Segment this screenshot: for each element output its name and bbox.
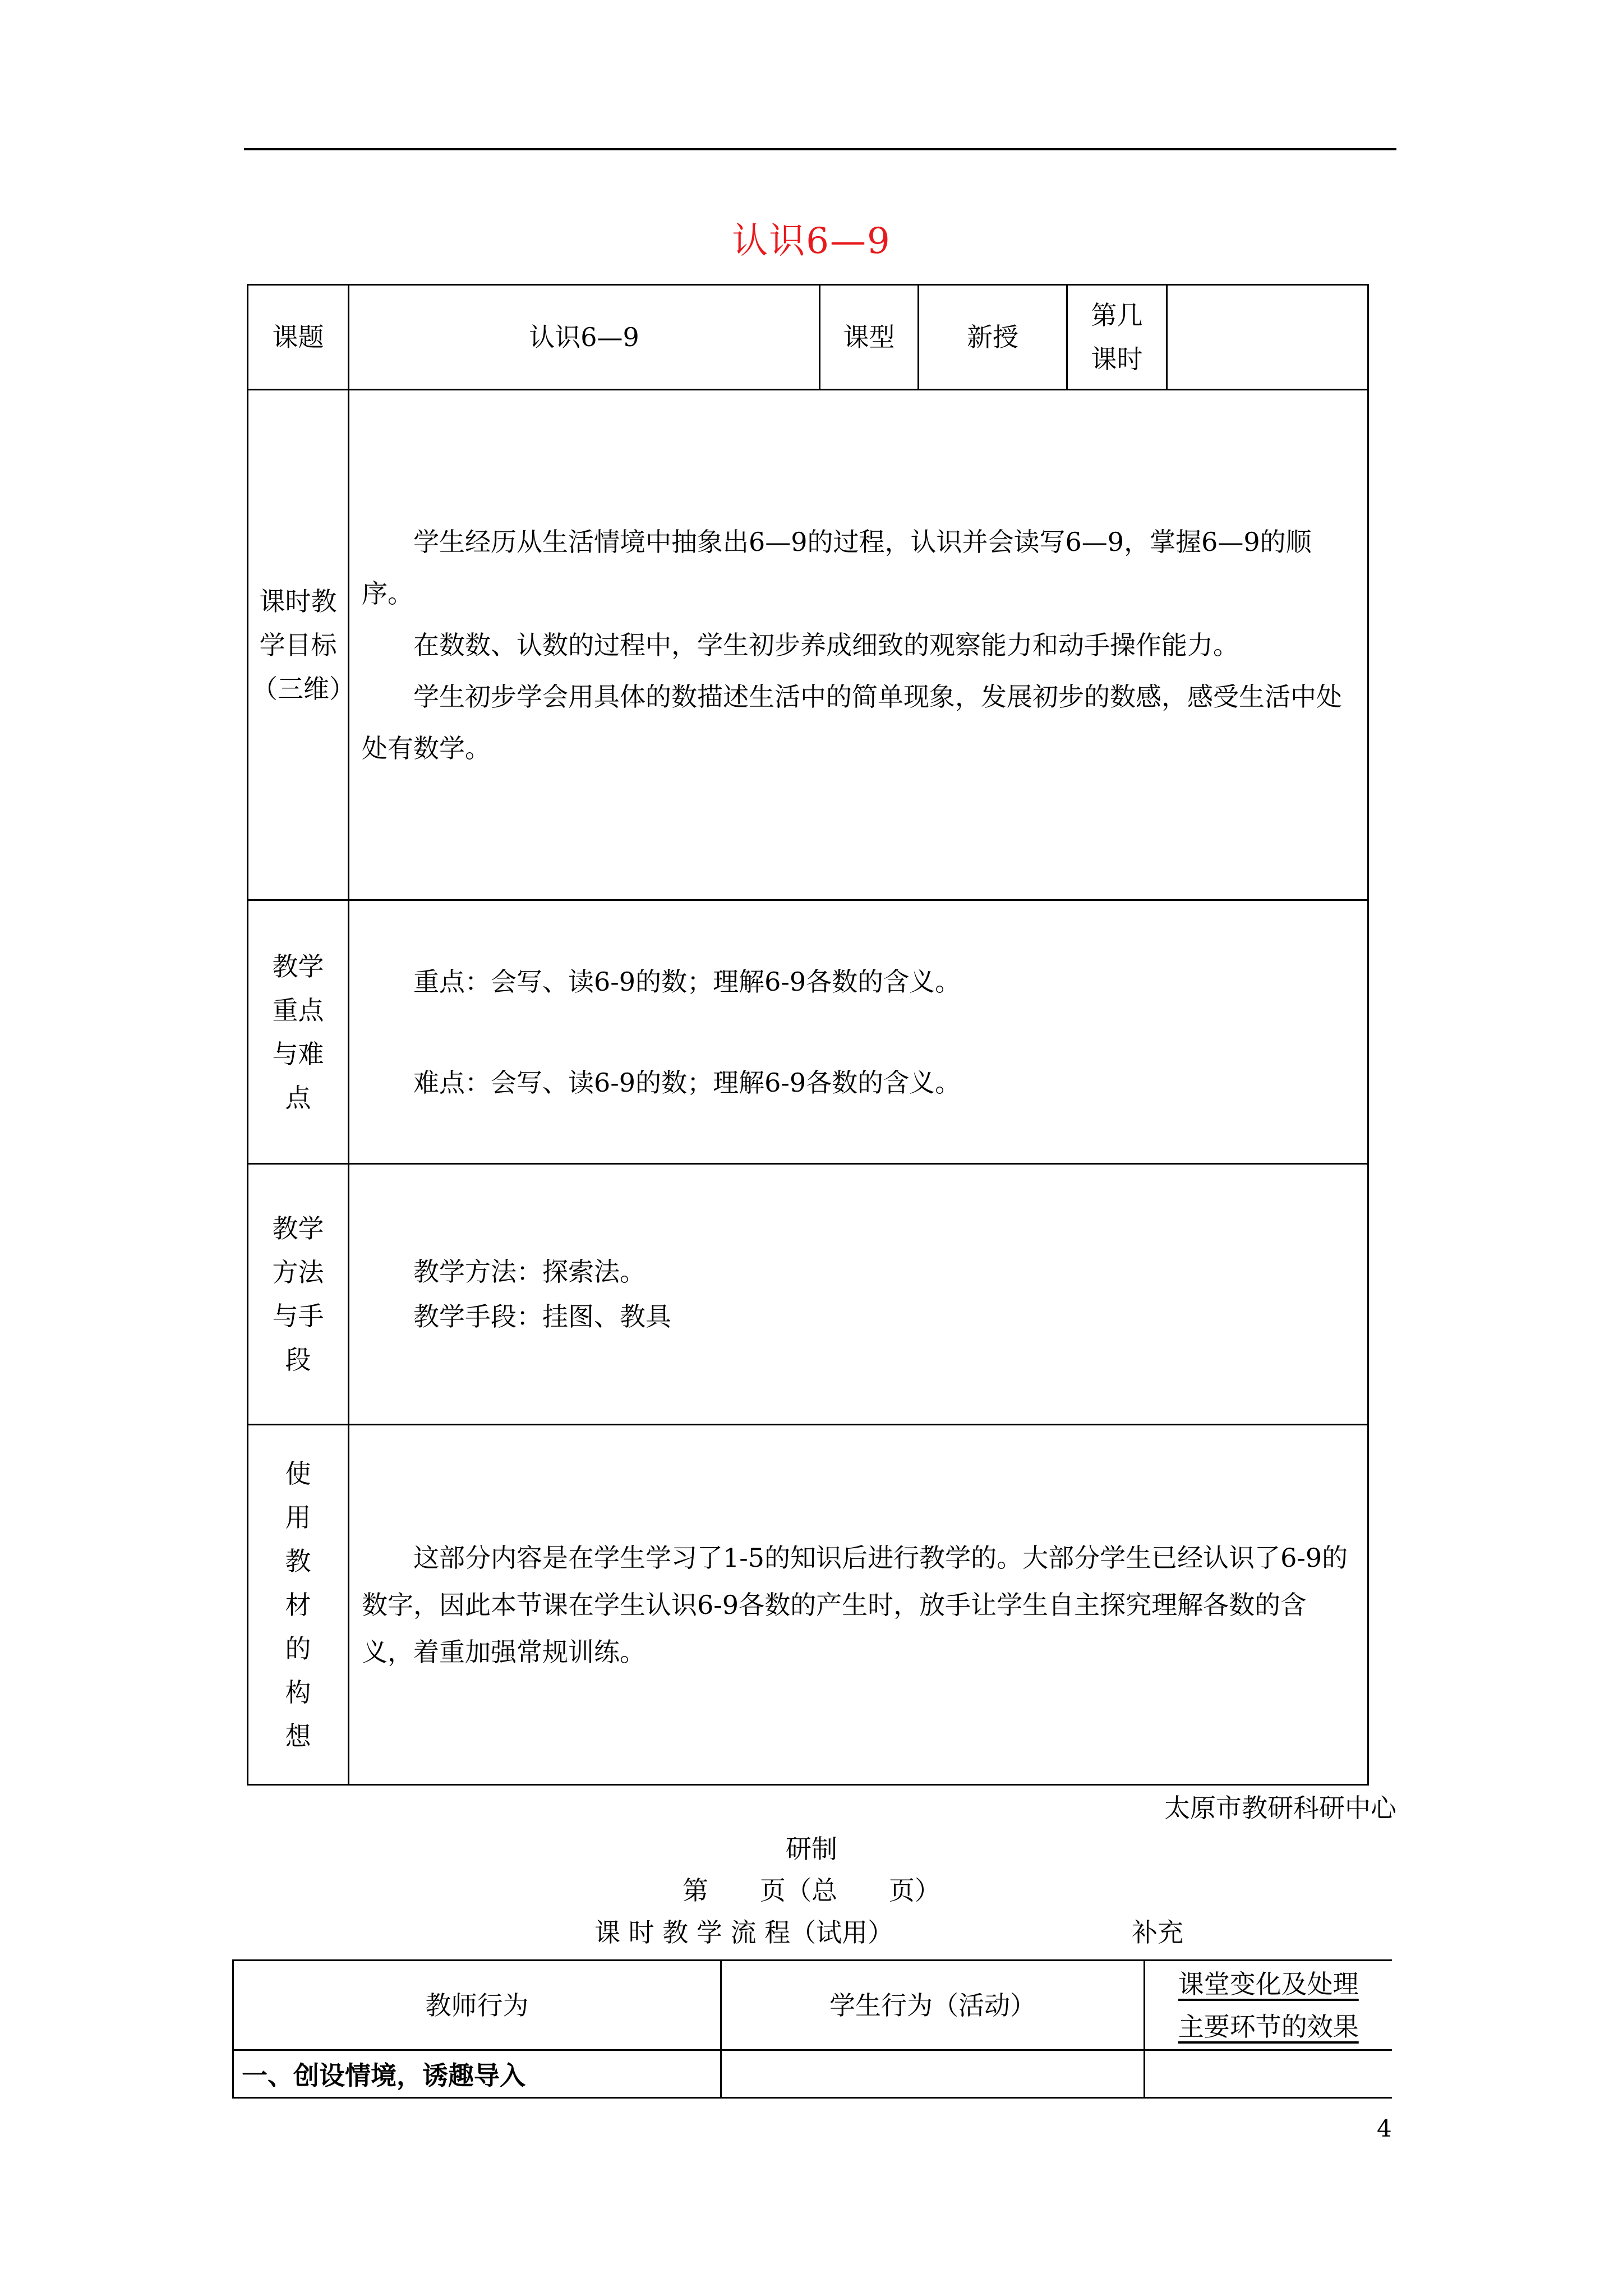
methods-content <box>349 1164 1368 1425</box>
key-effects-header: 主要环节的效果 <box>1178 2011 1359 2042</box>
topic-row <box>248 285 1368 390</box>
materials-label: 使用教材的构想 <box>248 1425 349 1785</box>
objective-3: 学生初步学会用具体的数描述生活中的简单现象，发展初步的数感，感受生活中处处有数学。 <box>362 681 1342 763</box>
flow-row-1 <box>233 2050 1392 2098</box>
document-title: 认识6—9 <box>732 220 891 262</box>
key-points-row <box>248 900 1368 1164</box>
teaching-method: 教学方法：探索法。 <box>413 1257 645 1287</box>
objectives-row <box>248 390 1368 900</box>
supplement-header <box>1145 1961 1392 2050</box>
flow-step-1: 一、创设情境，诱趣导入 <box>233 2050 721 2098</box>
methods-row <box>248 1164 1368 1425</box>
lesson-type-value: 新授 <box>919 285 1067 390</box>
materials-content <box>349 1425 1368 1785</box>
difficulty: 难点：会写、读6-9的数；理解6-9各数的含义。 <box>413 1067 961 1098</box>
flow-header-row <box>233 1961 1392 2050</box>
key-points-content <box>349 900 1368 1164</box>
topic-label: 课题 <box>248 285 349 390</box>
period-label: 第几课时 <box>1067 285 1167 390</box>
flow-step-1-student <box>721 2050 1145 2098</box>
key-point: 重点：会写、读6-9的数；理解6-9各数的含义。 <box>413 966 961 997</box>
period-value <box>1167 285 1368 390</box>
objective-1: 学生经历从生活情境中抽象出6—9的过程，认识并会读写6—9，掌握6—9的顺序。 <box>362 526 1312 609</box>
materials-text: 这部分内容是在学生学习了1-5的知识后进行教学的。大部分学生已经认识了6-9的数字，因此本节课在学生认识6-9各数的产生时，放手让学生自主探究理解各数的含义，着重加强常规训练。 <box>362 1542 1348 1667</box>
page-number: 4 <box>1377 2115 1392 2142</box>
supplement-label: 补充 <box>1132 1917 1183 1948</box>
methods-label: 教学方法与手段 <box>248 1164 349 1425</box>
lesson-plan-table <box>247 284 1369 1786</box>
key-points-label: 教学重点与难点 <box>248 900 349 1164</box>
header-rule <box>244 148 1396 150</box>
student-behavior-header: 学生行为（活动） <box>721 1961 1145 2050</box>
flow-step-1-notes <box>1145 2050 1392 2098</box>
topic-value: 认识6—9 <box>349 285 820 390</box>
objectives-label: 课时教学目标（三维） <box>248 390 349 900</box>
org-name: 太原市教研科研中心 <box>1164 1793 1396 1823</box>
flow-title: 课 时 教 学 流 程（试用） <box>594 1917 894 1948</box>
objectives-content <box>349 390 1368 900</box>
teaching-means: 教学手段：挂图、教具 <box>413 1301 671 1332</box>
lesson-type-label: 课型 <box>820 285 919 390</box>
page-info: 第 页（总 页） <box>683 1875 940 1906</box>
lesson-flow-table <box>232 1959 1392 2099</box>
teacher-behavior-header: 教师行为 <box>233 1961 721 2050</box>
objective-2: 在数数、认数的过程中，学生初步养成细致的观察能力和动手操作能力。 <box>413 629 1239 660</box>
classroom-changes-header: 课堂变化及处理 <box>1178 1968 1359 1999</box>
made-by: 研制 <box>786 1834 837 1864</box>
materials-row <box>248 1425 1368 1785</box>
